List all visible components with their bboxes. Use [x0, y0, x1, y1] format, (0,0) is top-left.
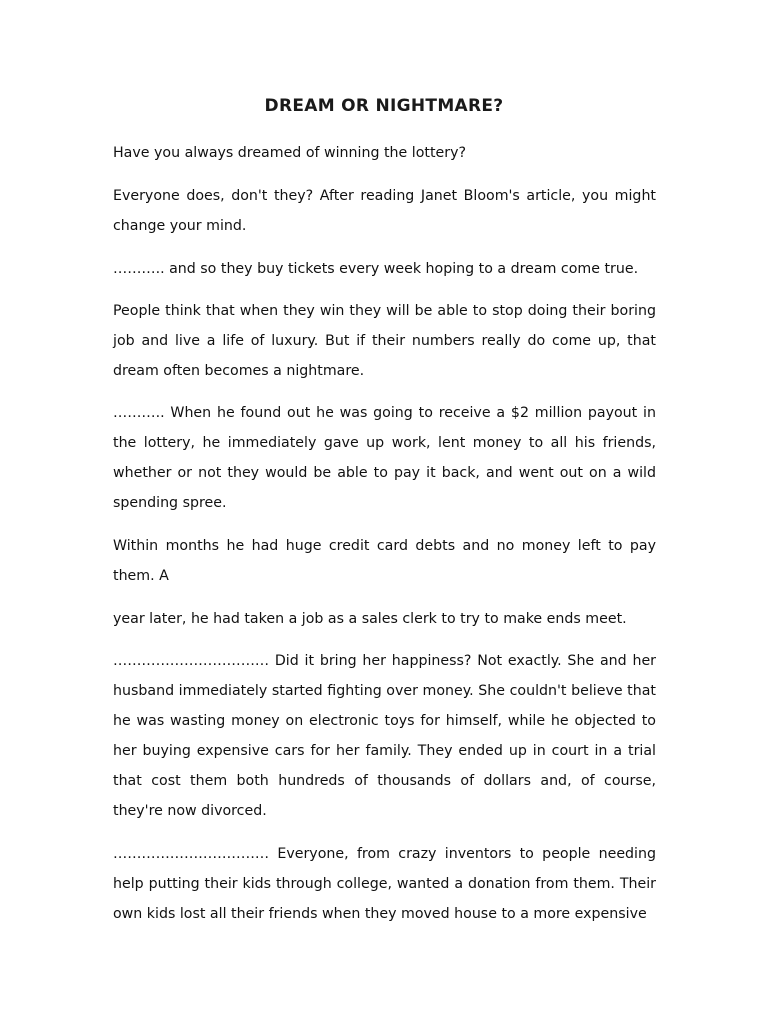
- paragraph-5: ……….. When he found out he was going to receive a $2 million payout in the lottery, he immediately gave up work, lent money to all his friends, whether or not they would be able to pay it back, and went out on a wild spending spree.: [113, 405, 656, 511]
- paragraph-2: Everyone does, don't they? After reading Janet Bloom's article, you might change your mind.: [113, 188, 656, 234]
- paragraph-6: Within months he had huge credit card debts and no money left to pay them. A: [113, 538, 656, 584]
- paragraph-3: ……….. and so they buy tickets every week hoping to a dream come true.: [113, 261, 639, 277]
- document-title: DREAM OR NIGHTMARE?: [264, 96, 504, 116]
- paragraph-9: …………………………… Everyone, from crazy inventors to people needing help putting their kids through college, wanted a donation from them. Their own kids lost all their friends when they moved house to a more expensive: [113, 846, 656, 922]
- paragraph-1: Have you always dreamed of winning the lottery?: [113, 145, 467, 161]
- paragraph-4: People think that when they win they will be able to stop doing their boring job and live a life of luxury. But if their numbers really do come up, that dream often becomes a nightmare.: [113, 303, 656, 379]
- paragraph-7: year later, he had taken a job as a sales clerk to try to make ends meet.: [113, 611, 627, 627]
- paragraph-8: …………………………… Did it bring her happiness? Not exactly. She and her husband immediately started fighting over money. She couldn't believe that he was wasting money on electronic toys for himself, while he objected to her buying expensive cars for her family. They ended up in court in a trial that cost them both hundreds of thousands of dollars and, of course, they're now divorced.: [113, 653, 656, 819]
